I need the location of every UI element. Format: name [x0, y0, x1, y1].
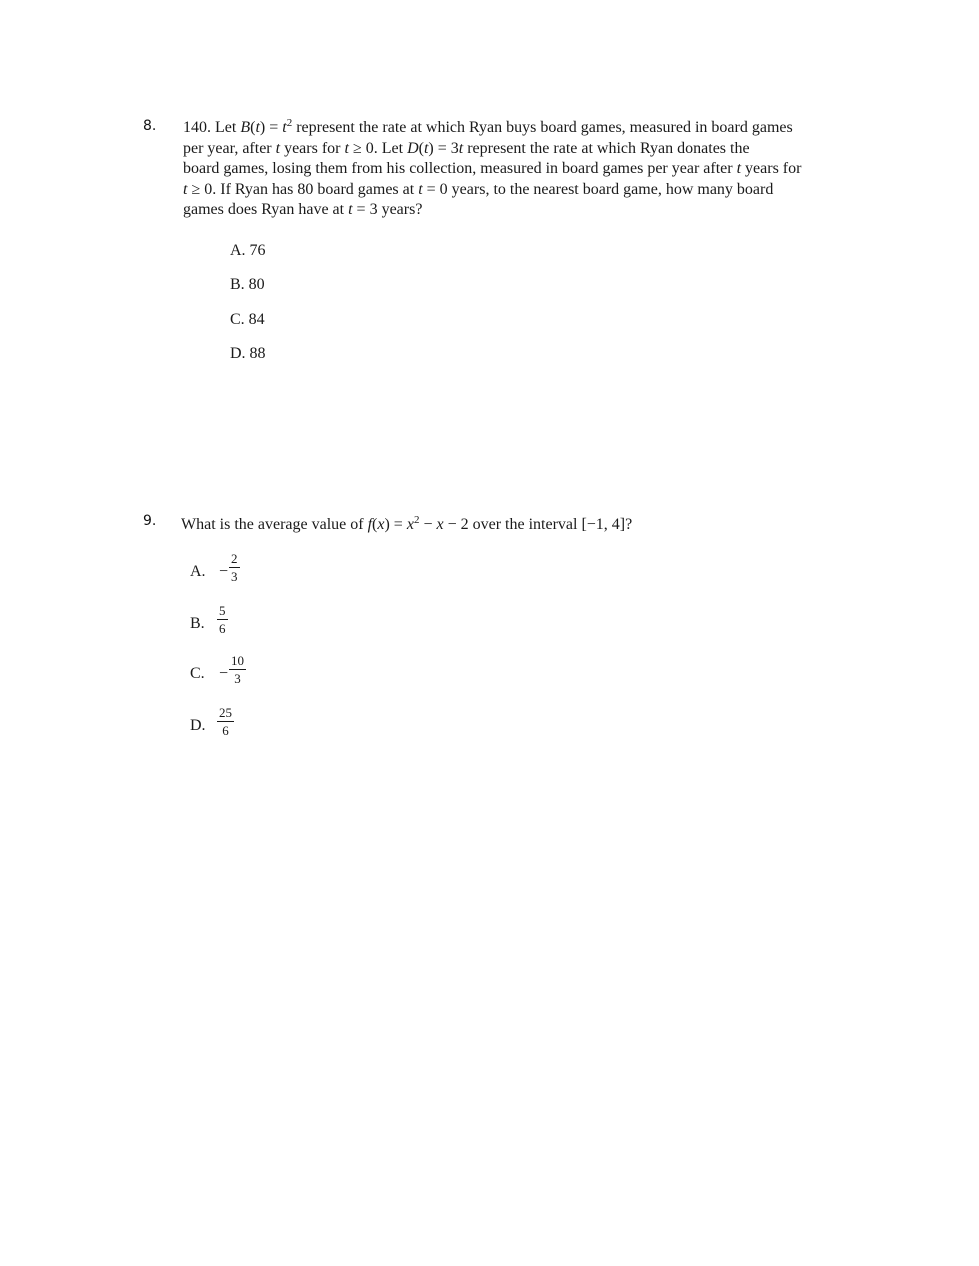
- numerator: 25: [219, 705, 232, 720]
- question-9-number: 9.: [143, 513, 157, 529]
- question-8-stem: [183, 118, 903, 221]
- q8-choice-d[interactable]: D. 88: [230, 345, 266, 362]
- q8-choice-a[interactable]: A. 76: [230, 242, 266, 259]
- denominator: 6: [219, 621, 226, 636]
- question-8-number: 8.: [143, 118, 157, 134]
- fraction: [230, 551, 239, 584]
- choice-letter: A.: [190, 563, 206, 580]
- q9-choice-b[interactable]: [190, 603, 310, 647]
- q9-choice-d[interactable]: [190, 705, 310, 749]
- choice-letter: D.: [190, 717, 206, 734]
- numerator: 2: [231, 551, 238, 566]
- denominator: 6: [222, 723, 229, 738]
- stem-line: t ≥ 0. If Ryan has 80 board games at t = 0 years, to the nearest board game, how many board: [183, 180, 774, 198]
- numerator: 5: [219, 603, 226, 618]
- choice-letter: C.: [190, 665, 205, 682]
- q9-choice-a[interactable]: [190, 551, 310, 595]
- stem-line: 140. Let $B(t) = t^2$ represent the rate at which Ryan buys board games, measured in board games: [183, 117, 793, 136]
- minus-sign: −: [219, 665, 229, 682]
- fraction-bar: [217, 721, 234, 722]
- fraction-bar: [229, 669, 246, 670]
- question-9-stem: [181, 515, 881, 536]
- stem-line: per year, after t years for t ≥ 0. Let D(t) = 3t represent the rate at which Ryan donates the: [183, 139, 750, 157]
- denominator: 3: [234, 671, 241, 686]
- q8-choice-c[interactable]: C. 84: [230, 311, 265, 328]
- denominator: 3: [231, 569, 238, 584]
- q8-choice-b[interactable]: B. 80: [230, 276, 265, 293]
- stem-line: board games, losing them from his collection, measured in board games per year after t years for: [183, 160, 802, 177]
- stem-line: games does Ryan have at t = 3 years?: [183, 201, 423, 218]
- choice-letter: B.: [190, 615, 205, 632]
- q9-choice-c[interactable]: [190, 653, 310, 697]
- fraction-bar: [217, 619, 228, 620]
- fraction: [218, 705, 233, 738]
- numerator: 10: [231, 653, 244, 668]
- fraction: [230, 653, 245, 686]
- stem-line: What is the average value of $f(x) = x^2 - x - 2$ over the interval [−1, 4]?: [181, 514, 633, 533]
- fraction: [218, 603, 227, 636]
- fraction-bar: [229, 567, 240, 568]
- minus-sign: −: [219, 563, 229, 580]
